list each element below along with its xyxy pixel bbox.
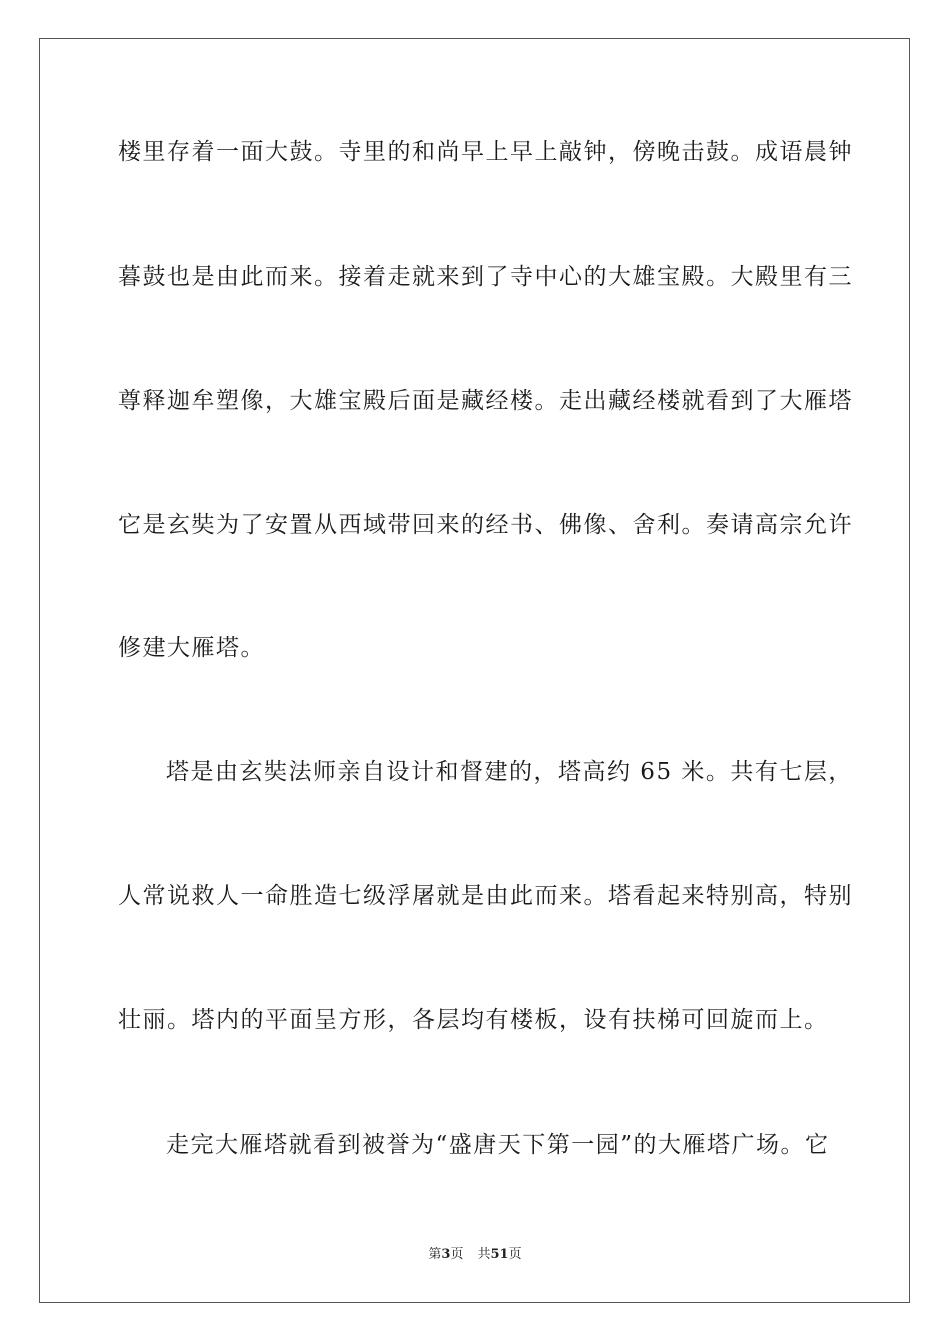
page-border [39, 38, 910, 1303]
text-line-7: 人常说救人一命胜造七级浮屠就是由此而来。塔看起来特别高，特别 [118, 883, 853, 909]
page-footer [0, 1246, 950, 1264]
text-line-8: 壮丽。塔内的平面呈方形，各层均有楼板，设有扶梯可回旋而上。 [118, 1007, 829, 1033]
text-line-1: 楼里存着一面大鼓。寺里的和尚早上早上敲钟，傍晚击鼓。成语晨钟 [118, 139, 853, 165]
footer-page-suffix: 页 [450, 1247, 464, 1262]
footer-total-suffix: 页 [508, 1247, 522, 1262]
text-line-4: 它是玄奘为了安置从西域带回来的经书、佛像、舍利。奏请高宗允许 [118, 512, 853, 538]
footer-total-prefix: 共 [477, 1247, 491, 1262]
footer-page-prefix: 第 [428, 1247, 442, 1262]
footer-total-pages: 51 [490, 1247, 509, 1262]
text-line-3: 尊释迦牟塑像，大雄宝殿后面是藏经楼。走出藏经楼就看到了大雁塔 [118, 388, 853, 414]
text-line-2: 暮鼓也是由此而来。接着走就来到了寺中心的大雄宝殿。大殿里有三 [118, 264, 853, 290]
paragraph-start-line-2: 走完大雁塔就看到被誉为“盛唐天下第一园”的大雁塔广场。它 [166, 1132, 830, 1158]
paragraph-start-line: 塔是由玄奘法师亲自设计和督建的，塔高约 65 米。共有七层， [166, 759, 853, 785]
text-line-5: 修建大雁塔。 [118, 635, 265, 661]
footer-page-number: 3 [441, 1247, 451, 1262]
